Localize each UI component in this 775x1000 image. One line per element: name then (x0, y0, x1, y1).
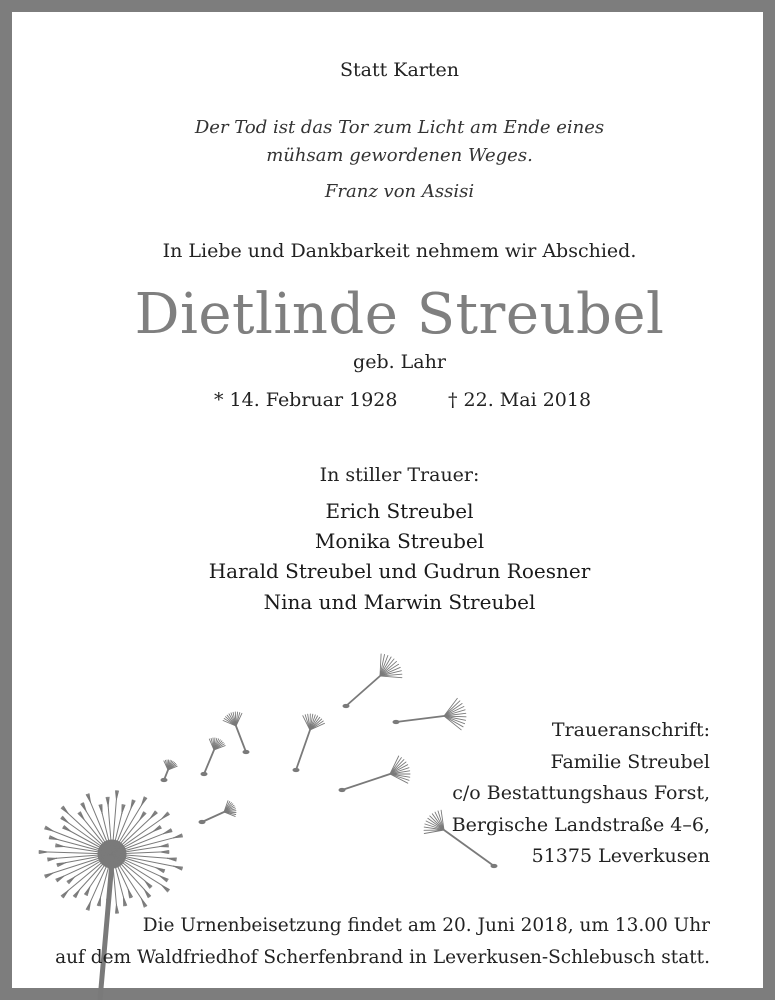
deceased-name: Dietlinde Streubel (134, 282, 665, 347)
service-line: Die Urnenbeisetzung findet am 20. Juni 2018, um 13.00 Uhr (142, 915, 710, 936)
intro-text: Statt Karten (339, 59, 459, 81)
mourning-address (452, 715, 710, 873)
burial-service-info (55, 910, 710, 973)
quote-author: Franz von Assisi (324, 181, 475, 202)
quote-line-1: Der Tod ist das Tor zum Licht am Ende eines (194, 117, 605, 138)
family-member: Erich Streubel (325, 499, 474, 523)
address-line: Bergische Landstraße 4–6, (451, 813, 710, 836)
maiden-name: geb. Lahr (353, 351, 446, 373)
mourning-heading: In stiller Trauer: (319, 464, 480, 486)
address-line: 51375 Leverkusen (531, 845, 710, 867)
service-line: auf dem Waldfriedhof Scherfenbrand in Leverkusen-Schlebusch statt. (55, 946, 710, 968)
family-member: Harald Streubel und Gudrun Roesner (208, 559, 591, 583)
farewell-text: In Liebe und Dankbarkeit nehmem wir Abschied. (162, 240, 637, 262)
address-line: Traueranschrift: (551, 719, 710, 741)
family-member: Nina und Marwin Streubel (263, 590, 536, 614)
address-line: c/o Bestattungshaus Forst, (452, 782, 710, 804)
family-member: Monika Streubel (314, 529, 485, 553)
quote-line-2: mühsam gewordenen Weges. (266, 145, 533, 166)
address-line: Familie Streubel (550, 750, 710, 773)
birth-date: * 14. Februar 1928 (214, 389, 398, 411)
death-date: † 22. Mai 2018 (448, 389, 592, 411)
